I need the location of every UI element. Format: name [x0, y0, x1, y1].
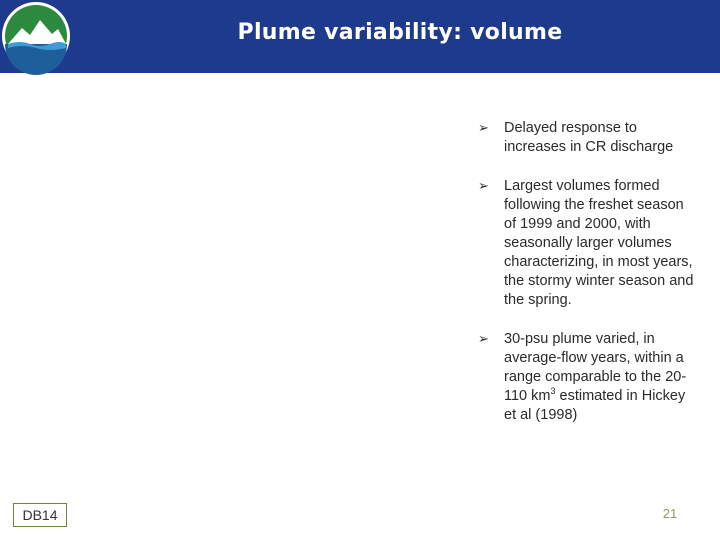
bullet-list — [478, 119, 698, 445]
bullet-item — [478, 119, 698, 157]
slide-code-badge: DB14 — [13, 503, 67, 527]
arrow-bullet-icon: ➢ — [478, 332, 489, 347]
bullet-text — [504, 331, 686, 423]
page-number: 21 — [662, 506, 678, 521]
arrow-bullet-icon: ➢ — [478, 179, 489, 194]
bullet-text: Delayed response to increases in CR discharge — [504, 120, 674, 155]
bullet-text-part: 30-psu plume varied, in average-flow years, within a range comparable to the 20-110 km — [504, 331, 687, 404]
bullet-item — [478, 177, 698, 310]
page-title: Plume variability: volume — [237, 20, 563, 45]
bullet-item — [478, 330, 698, 425]
bullet-text: Largest volumes formed following the freshet season of 1999 and 2000, with seasonally larger volumes characterizing, in most years, the stormy winter season and the spring. — [504, 178, 694, 308]
bullet-text-part: estimated in Hickey et al (1998) — [504, 388, 686, 423]
superscript: 3 — [550, 386, 556, 397]
mountain-logo-icon — [0, 0, 76, 76]
header-bar — [0, 0, 720, 73]
arrow-bullet-icon: ➢ — [478, 121, 489, 136]
